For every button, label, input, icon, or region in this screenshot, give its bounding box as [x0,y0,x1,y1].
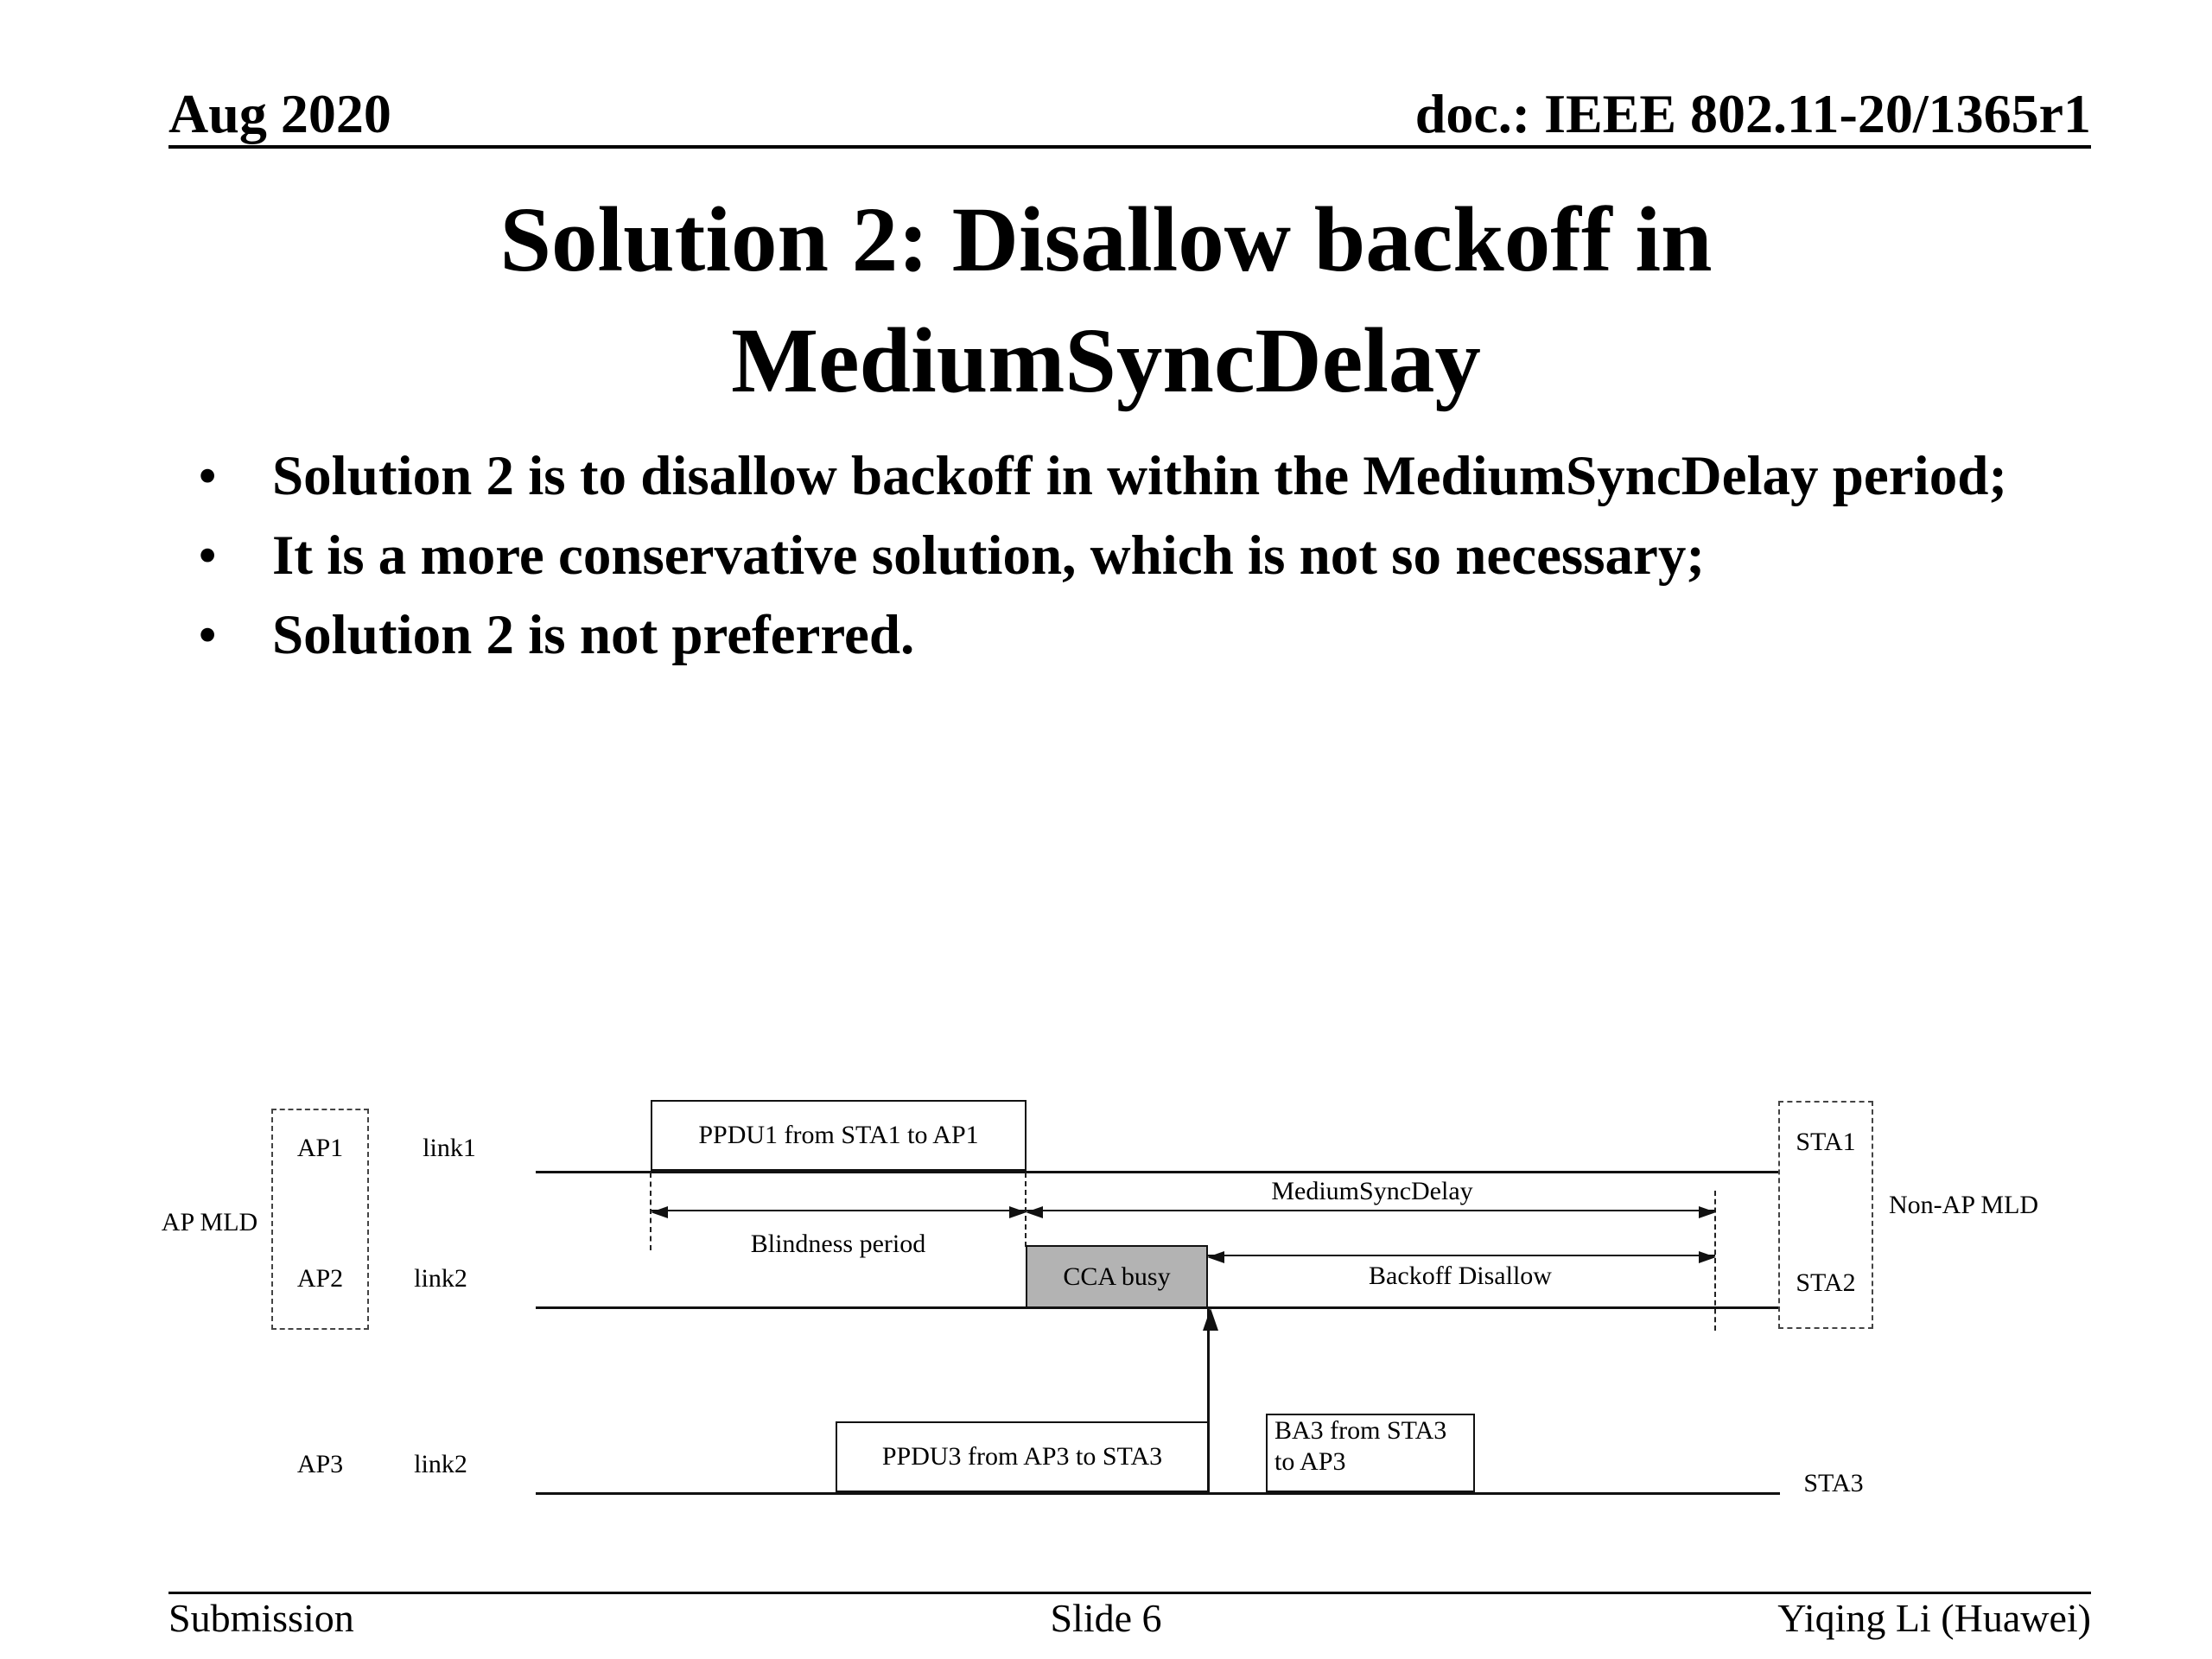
ap3-timeline [536,1492,1780,1495]
footer-submission: Submission [168,1596,354,1640]
ap-mld-label: AP MLD [161,1208,258,1236]
ap1-label: AP1 [296,1134,344,1162]
cca-busy-box: CCA busy [1026,1245,1208,1308]
sta1-label: STA1 [1796,1128,1856,1156]
footer-author: Yiqing Li (Huawei) [1777,1596,2091,1640]
bullet-item [199,516,2007,595]
slide-title-line2: MediumSyncDelay [731,310,1481,412]
bullet-item [199,436,2007,516]
bullet-text: Solution 2 is not preferred. [272,604,915,666]
slide-title-line1: Solution 2: Disallow backoff in [499,189,1713,291]
link2-label: link2 [414,1264,467,1293]
ba3-box: BA3 from STA3 to AP3 [1266,1414,1475,1492]
slide-title [0,180,2212,422]
medium-sync-delay-label: MediumSyncDelay [1271,1177,1473,1205]
sta2-label: STA2 [1796,1268,1856,1297]
bullet-marker: • [199,527,217,583]
ppdu3-end-to-cca-busy-arrow [1207,1308,1210,1492]
header-date: Aug 2020 [168,83,391,144]
link1-timeline [536,1171,1780,1173]
header-doc-id: doc.: IEEE 802.11-20/1365r1 [1414,83,2091,144]
header-rule [168,145,2091,149]
medium-sync-delay-arrow [1027,1210,1715,1211]
link1-label: link1 [423,1134,476,1162]
ap2-label: AP2 [296,1264,344,1293]
bullet-list [199,436,2007,675]
footer-slide-number: Slide 6 [1050,1596,1162,1640]
sta3-label: STA3 [1803,1469,1864,1497]
backoff-disallow-arrow [1208,1255,1715,1256]
bullet-marker: • [199,607,217,663]
ap3-label: AP3 [296,1450,344,1478]
non-ap-mld-label: Non-AP MLD [1889,1191,2039,1219]
ppdu3-box: PPDU3 from AP3 to STA3 [836,1421,1209,1492]
link2-timeline [536,1306,1780,1309]
bullet-marker: • [199,448,217,504]
footer-rule [168,1592,2091,1594]
bullet-text: It is a more conservative solution, which is not so necessary; [272,524,1706,587]
ppdu1-box: PPDU1 from STA1 to AP1 [651,1100,1027,1171]
bullet-text: Solution 2 is to disallow backoff in within the MediumSyncDelay period; [272,445,2007,507]
blindness-period-label: Blindness period [750,1230,926,1258]
bullet-item [199,595,2007,675]
blindness-period-arrow [652,1210,1026,1211]
link2-ap3-label: link2 [414,1450,467,1478]
backoff-disallow-label: Backoff Disallow [1369,1262,1552,1290]
